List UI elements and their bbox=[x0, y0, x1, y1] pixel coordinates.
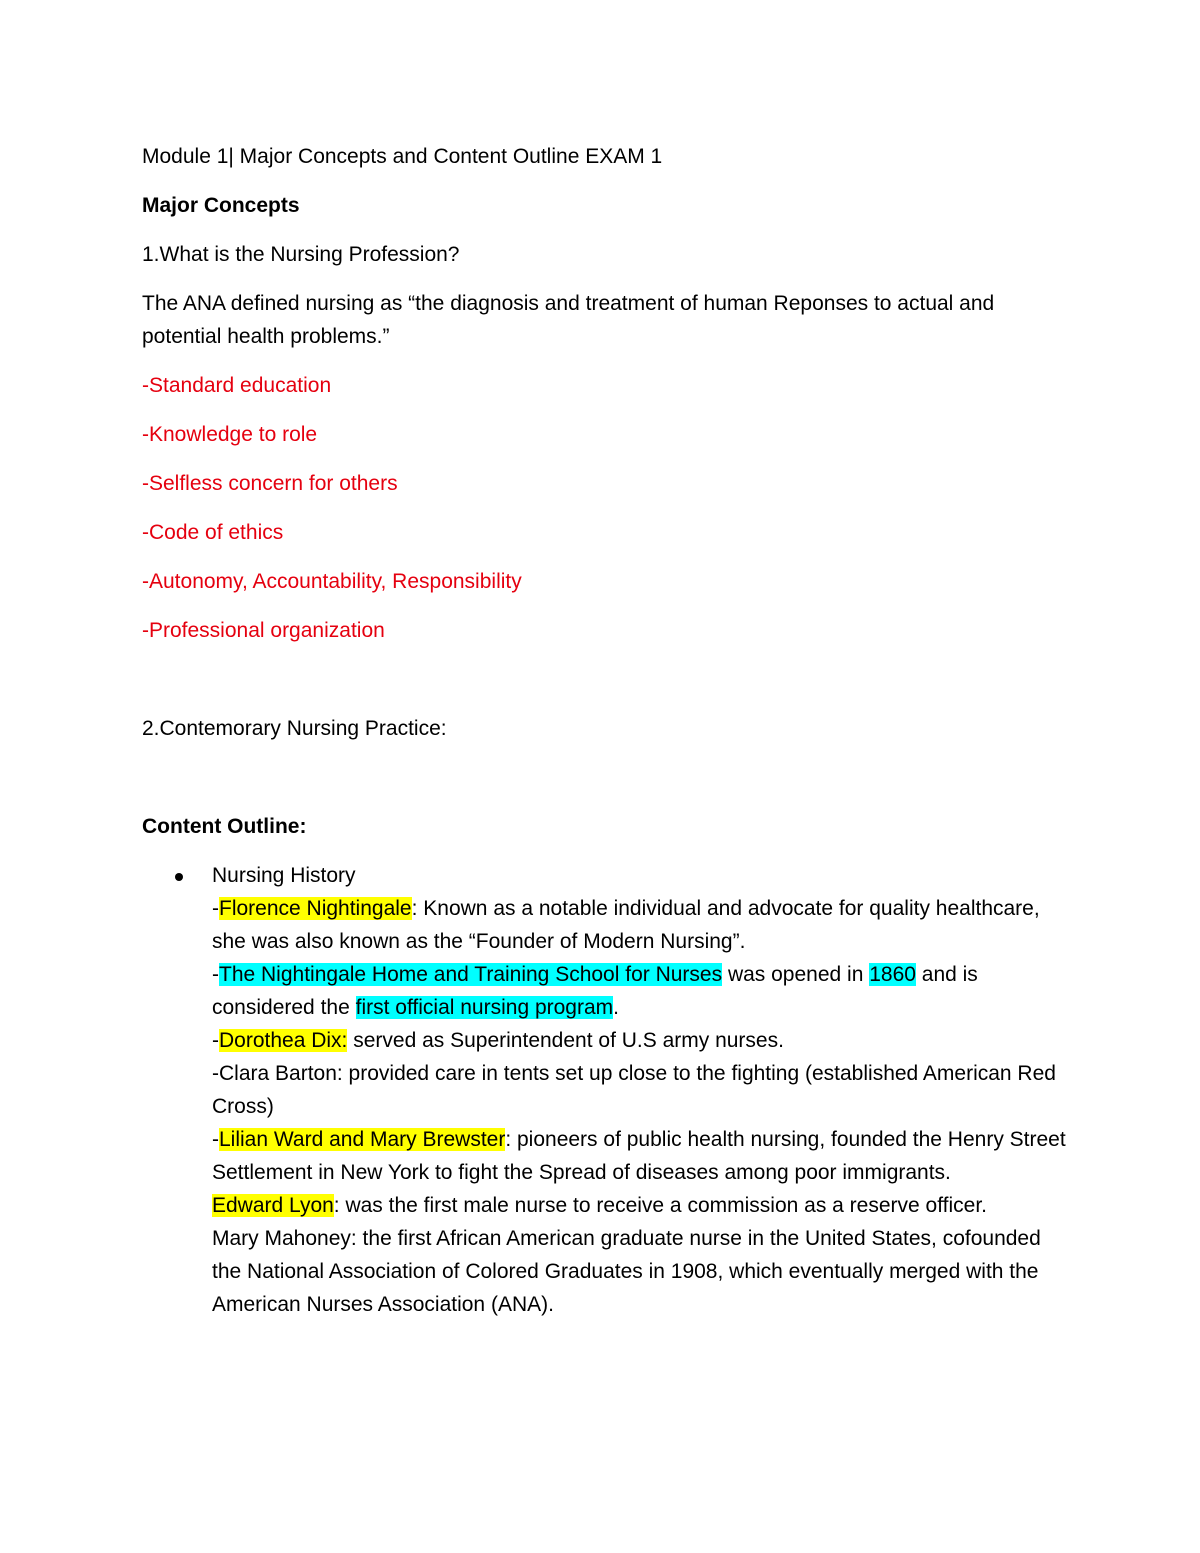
ana-definition: The ANA defined nursing as “the diagnosis and treatment of human Reponses to actual and potential health problems.” bbox=[142, 292, 995, 348]
entry-florence-nightingale bbox=[212, 892, 1072, 958]
list-item-nursing-history bbox=[142, 859, 1072, 1321]
dash: - bbox=[212, 1029, 219, 1052]
entry-nightingale-school bbox=[212, 958, 1072, 1024]
question-1: 1.What is the Nursing Profession? bbox=[142, 243, 460, 266]
content-outline-list bbox=[142, 859, 1072, 1321]
dash: - bbox=[212, 1128, 219, 1151]
dash: - bbox=[212, 963, 219, 986]
trait-item: -Selfless concern for others bbox=[142, 472, 398, 495]
profession-traits-list bbox=[142, 369, 1072, 647]
entry-text: . bbox=[613, 996, 620, 1019]
dash: - bbox=[212, 897, 219, 920]
entry-clara-barton: -Clara Barton: provided care in tents set up close to the fighting (established American Red Cross) bbox=[212, 1062, 1056, 1118]
question-2: 2.Contemorary Nursing Practice: bbox=[142, 717, 447, 740]
entry-text: and is considered the bbox=[212, 963, 978, 1019]
highlight-first-program: first official nursing program bbox=[355, 996, 614, 1019]
document-title: Module 1| Major Concepts and Content Outline EXAM 1 bbox=[142, 145, 663, 168]
entry-text: : Known as a notable individual and advocate for quality healthcare, she was also known as the “Founder of Modern Nursing”. bbox=[212, 897, 1040, 953]
trait-item: -Code of ethics bbox=[142, 521, 284, 544]
trait-item: -Standard education bbox=[142, 374, 332, 397]
entry-text: : was the first male nurse to receive a commission as a reserve officer. bbox=[333, 1194, 988, 1217]
highlight-name: Dorothea Dix: bbox=[219, 1029, 348, 1052]
highlight-name: Florence Nightingale bbox=[219, 897, 412, 920]
entry-dorothea-dix bbox=[212, 1024, 1072, 1057]
entry-text: : pioneers of public health nursing, founded the Henry Street Settlement in New York to fight the Spread of diseases among poor immigrants. bbox=[212, 1128, 1066, 1184]
highlight-name: Edward Lyon bbox=[212, 1194, 334, 1217]
trait-item: -Autonomy, Accountability, Responsibility bbox=[142, 570, 522, 593]
entry-text: served as Superintendent of U.S army nurses. bbox=[347, 1029, 784, 1052]
major-concepts-heading: Major Concepts bbox=[142, 194, 300, 217]
blank-line bbox=[142, 761, 1072, 810]
entry-edward-lyon bbox=[212, 1189, 1072, 1222]
highlight-year: 1860 bbox=[869, 963, 916, 986]
trait-item: -Knowledge to role bbox=[142, 423, 318, 446]
entry-mary-mahoney: Mary Mahoney: the first African American graduate nurse in the United States, cofounded the National Association of Colored Graduates in 1908, which eventually merged with the American Nurses Association (ANA). bbox=[212, 1227, 1041, 1316]
highlight-school-name: The Nightingale Home and Training School for Nurses bbox=[219, 963, 723, 986]
highlight-name: Lilian Ward and Mary Brewster bbox=[219, 1128, 506, 1151]
bullet-icon bbox=[175, 873, 183, 881]
content-outline-heading: Content Outline: bbox=[142, 815, 307, 838]
entry-text: was opened in bbox=[722, 963, 870, 986]
entry-ward-brewster bbox=[212, 1123, 1072, 1189]
blank-line bbox=[142, 663, 1072, 712]
trait-item: -Professional organization bbox=[142, 619, 385, 642]
bullet-label: Nursing History bbox=[212, 864, 356, 887]
document-body bbox=[142, 140, 1072, 1321]
